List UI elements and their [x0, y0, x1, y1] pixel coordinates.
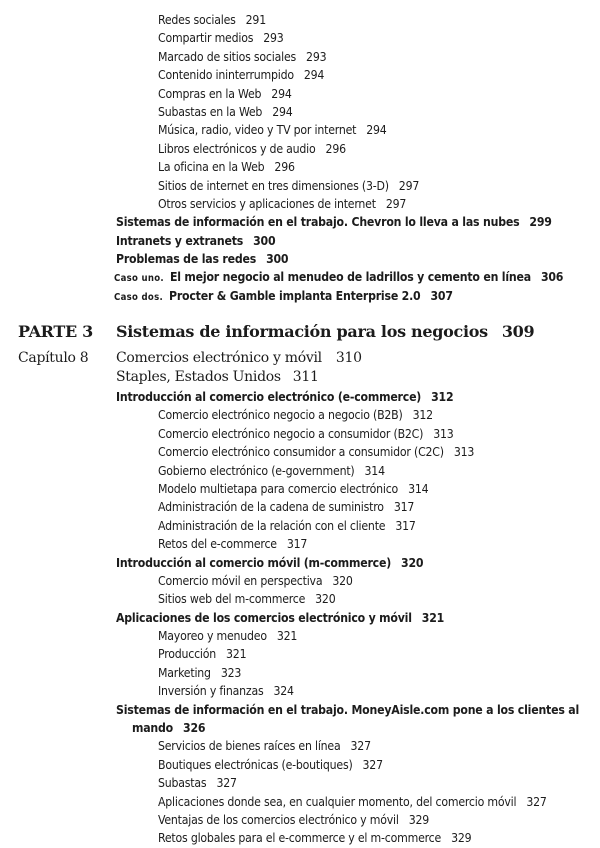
toc-entry: [0, 103, 600, 121]
toc-entry-page: 317: [393, 500, 415, 515]
toc-entry: [0, 774, 600, 792]
toc-entry: [0, 462, 600, 480]
toc-entry-title: Sistemas de información en el trabajo. Chevron lo lleva a las nubes: [116, 215, 520, 230]
toc-entry-page: 297: [398, 178, 420, 193]
toc-entry: [0, 756, 600, 774]
toc-entry-page: 329: [408, 812, 430, 827]
toc-entry: [0, 177, 600, 195]
toc-entry-title: Subastas en la Web: [158, 104, 263, 119]
toc-entry-title: Procter & Gamble implanta Enterprise 2.0: [169, 288, 421, 303]
part-page: 309: [501, 322, 535, 341]
toc-entry-title: mando: [132, 721, 174, 736]
toc-entry-page: 327: [350, 739, 371, 754]
toc-entry-page: 297: [385, 196, 407, 211]
toc-entry-page: 293: [263, 31, 284, 46]
toc-entry-title: Compras en la Web: [158, 86, 262, 101]
toc-entry-page: 293: [306, 49, 327, 64]
toc-entry-title: Aplicaciones de los comercios electrónico y móvil: [116, 610, 412, 625]
toc-entry: [0, 645, 600, 663]
chapter-label: Capítulo 8: [18, 350, 89, 366]
toc-entry: [0, 793, 600, 811]
toc-entry: [0, 268, 600, 286]
toc-entry-title: Contenido ininterrumpido: [158, 68, 294, 83]
toc-entry: [0, 250, 600, 268]
toc-entry-page: 317: [286, 537, 308, 552]
toc-entry: [0, 213, 600, 231]
toc-entry: [0, 443, 600, 461]
toc-entry-page: 294: [272, 104, 293, 119]
chapter-case-page: 311: [292, 369, 319, 385]
toc-section-chapter: [0, 388, 600, 848]
toc-entry-page: 294: [366, 123, 387, 138]
toc-entry: [0, 29, 600, 47]
toc-entry: [0, 627, 600, 645]
toc-entry-page: 320: [332, 573, 353, 588]
toc-entry-title: Sitios web del m-commerce: [158, 592, 306, 607]
toc-entry: [0, 829, 600, 847]
toc-entry-title: Comercio electrónico negocio a negocio (B2B): [158, 408, 403, 423]
toc-entry: [0, 609, 600, 627]
toc-entry-title: Introducción al comercio móvil (m-commerce): [116, 555, 392, 570]
toc-entry-title: Inversión y finanzas: [158, 684, 264, 699]
part-title-text: Sistemas de información para los negocios: [116, 322, 488, 341]
toc-entry-page: 300: [253, 233, 276, 248]
toc-entry-page: 324: [273, 684, 294, 699]
toc-entry-title: Producción: [158, 647, 217, 662]
toc-entry: [0, 535, 600, 553]
toc-entry-page: 327: [526, 794, 547, 809]
toc-entry-page: 296: [325, 141, 346, 156]
toc-entry-title: Administración de la relación con el cliente: [158, 518, 386, 533]
toc-entry-page: 300: [266, 252, 289, 267]
toc-entry-page: 320: [401, 555, 424, 570]
toc-entry-title: Ventajas de los comercios electrónico y móvil: [158, 812, 399, 827]
toc-entry: [0, 158, 600, 176]
toc-entry-page: 299: [529, 215, 552, 230]
toc-entry-page: 327: [216, 776, 237, 791]
toc-entry: [0, 682, 600, 700]
toc-entry-title: Modelo multietapa para comercio electrónico: [158, 481, 399, 496]
toc-entry: [0, 406, 600, 424]
toc-entry-title: Gobierno electrónico (e-government): [158, 463, 355, 478]
toc-entry-title: Boutiques electrónicas (e-boutiques): [158, 757, 353, 772]
chapter-case-text: Staples, Estados Unidos: [116, 369, 281, 385]
toc-entry: [0, 48, 600, 66]
toc-entry-page: 321: [421, 610, 445, 625]
part-label: PARTE 3: [18, 322, 94, 341]
toc-entry-title: Mayoreo y menudeo: [158, 629, 267, 644]
toc-entry-title: Sitios de internet en tres dimensiones (3-D): [158, 178, 389, 193]
toc-entry-title: Servicios de bienes raíces en línea: [158, 739, 341, 754]
toc-entry-page: 312: [431, 390, 454, 404]
toc-entry-page: 317: [395, 518, 416, 533]
toc-entry-page: 313: [433, 426, 454, 441]
toc-entry: [0, 232, 600, 250]
toc-entry: [0, 287, 600, 305]
toc-entry-title: La oficina en la Web: [158, 160, 265, 175]
toc-entry: [0, 388, 600, 406]
toc-entry-page: 313: [453, 445, 475, 460]
toc-entry: [0, 85, 600, 103]
toc-entry: [0, 140, 600, 158]
toc-entry-page: 294: [271, 86, 292, 101]
toc-entry-title: Comercio electrónico negocio a consumidor (B2C): [158, 426, 424, 441]
toc-entry-page: 306: [540, 270, 564, 285]
toc-entry-title: Redes sociales: [158, 13, 236, 27]
toc-entry-page: 296: [274, 160, 295, 175]
toc-entry-page: 327: [362, 757, 383, 772]
toc-entry-page: 320: [315, 592, 336, 607]
toc-entry-title: Compartir medios: [158, 31, 254, 46]
toc-entry: [0, 517, 600, 535]
toc-entry-page: 314: [408, 481, 429, 496]
toc-entry: [0, 11, 600, 29]
toc-entry-title: Comercio electrónico consumidor a consumidor (C2C): [158, 445, 444, 460]
toc-entry-page: 329: [451, 831, 472, 846]
toc-entry: [0, 121, 600, 139]
toc-entry: [0, 498, 600, 516]
chapter-case: [116, 367, 319, 387]
chapter-page: 310: [335, 350, 362, 366]
toc-entry-page: 321: [226, 647, 247, 662]
toc-entry-title: Subastas: [158, 776, 207, 791]
toc-entry: [0, 554, 600, 572]
toc-entry: [0, 664, 600, 682]
toc-entry-title: Marketing: [158, 665, 211, 680]
toc-entry: [0, 572, 600, 590]
toc-entry-page: 312: [412, 408, 433, 423]
toc-entry: [0, 480, 600, 498]
toc-entry: [0, 590, 600, 608]
toc-entry: [0, 195, 600, 213]
toc-entry-title: Comercio móvil en perspectiva: [158, 573, 323, 588]
toc-entry: [0, 425, 600, 443]
toc-entry-page: 291: [245, 13, 266, 27]
chapter-title: [116, 348, 362, 368]
toc-entry: [0, 737, 600, 755]
toc-entry-title: Sistemas de información en el trabajo. MoneyAisle.com pone a los clientes al: [116, 702, 580, 717]
toc-entry-title: Administración de la cadena de suministro: [158, 500, 384, 515]
toc-entry-title: Intranets y extranets: [116, 233, 244, 248]
part-title: [116, 320, 534, 344]
chapter-title-text: Comercios electrónico y móvil: [116, 350, 322, 366]
toc-entry-page: 321: [276, 629, 298, 644]
toc-entry-title: Introducción al comercio electrónico (e-commerce): [116, 390, 422, 404]
case-prefix: Caso uno.: [114, 273, 164, 285]
toc-entry-title: Retos globales para el e-commerce y el m-commerce: [158, 831, 442, 846]
toc-entry-title: Música, radio, video y TV por internet: [158, 123, 357, 138]
toc-section-top: [0, 11, 600, 305]
toc-entry-page: 294: [303, 68, 325, 83]
toc-entry: [0, 719, 600, 737]
toc-entry-title: Otros servicios y aplicaciones de internet: [158, 196, 376, 211]
toc-entry: [0, 66, 600, 84]
toc-entry-page: 326: [183, 721, 206, 736]
toc-entry-page: 323: [220, 665, 242, 680]
toc-entry-page: 314: [364, 463, 385, 478]
toc-entry: [0, 701, 600, 719]
toc-entry-title: Marcado de sitios sociales: [158, 49, 297, 64]
case-prefix: Caso dos.: [114, 291, 163, 303]
toc-entry-title: Libros electrónicos y de audio: [158, 141, 316, 156]
toc-entry-title: Aplicaciones donde sea, en cualquier momento, del comercio móvil: [158, 794, 517, 809]
toc-entry-page: 307: [430, 288, 453, 303]
toc-entry-title: El mejor negocio al menudeo de ladrillos y cemento en línea: [169, 270, 531, 285]
toc-entry-title: Problemas de las redes: [116, 252, 257, 267]
toc-entry: [0, 811, 600, 829]
toc-entry-title: Retos del e-commerce: [158, 537, 277, 552]
